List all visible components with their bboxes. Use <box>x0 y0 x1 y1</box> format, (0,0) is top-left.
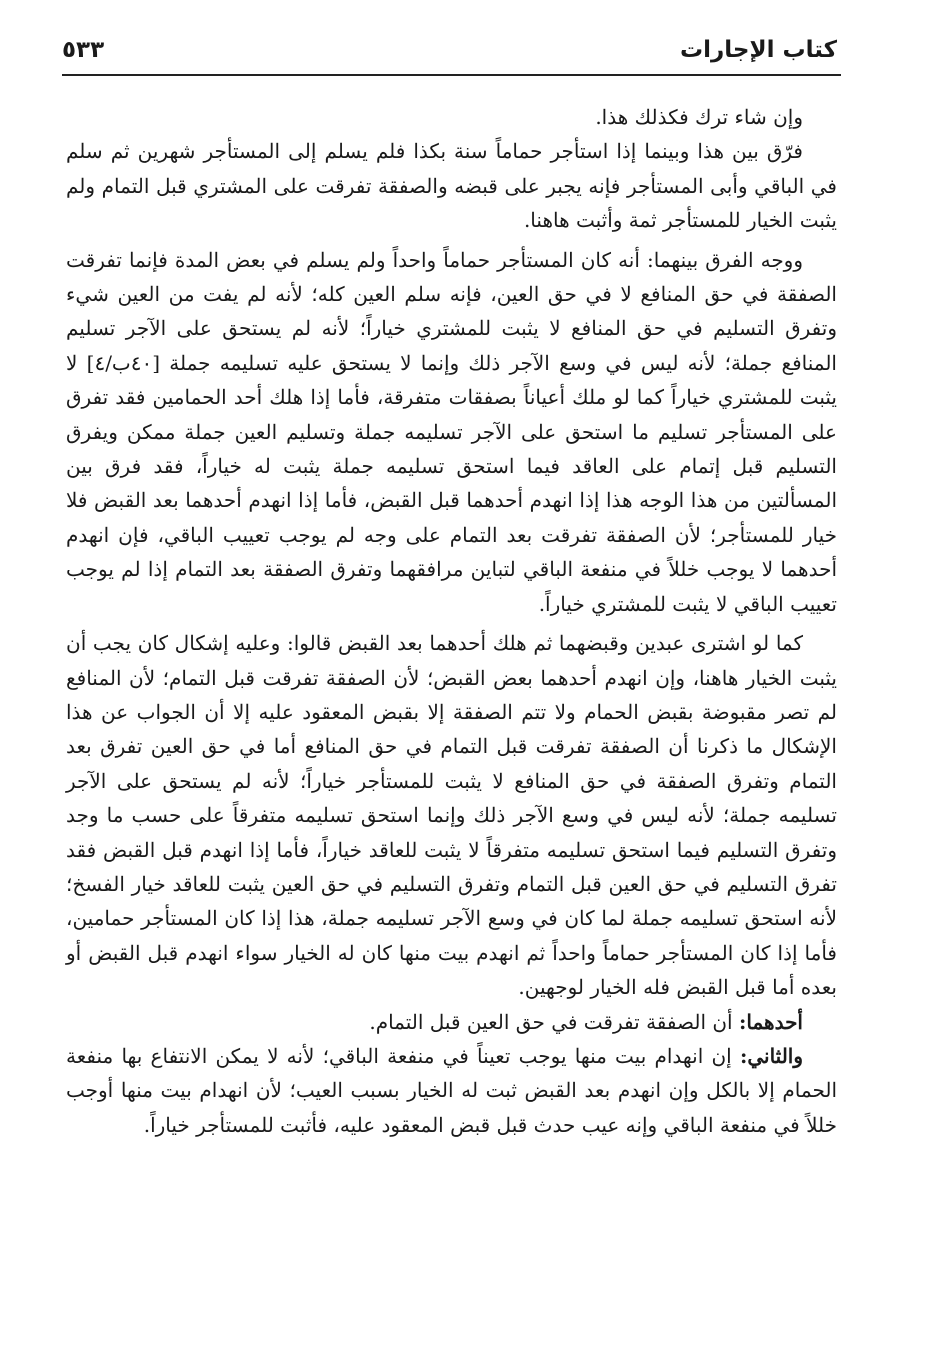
paragraph-3: ووجه الفرق بينهما: أنه كان المستأجر حماماً واحداً ولم يسلم في بعض المدة فإنما تفرقت الصفقة في حق المنافع لا في حق العين، فإنه سلم العين كله؛ لأنه لم يفت من العين شيء وتفرق التسليم في حق المنافع لا يثبت للمشتري خياراً؛ لأنه لم يستحق على الآجر تسليم المنافع جملة؛ لأنه ليس في وسع الآجر ذلك وإنما لا يستحق عليه تسليمه جملة [٤٠ب/٤] لا يثبت للمشتري خياراً كما لو ملك أعياناً بصفقات متفرقة، فأما إذا هلك أحد الحمامين فقد تفرق على المستأجر تسليم ما استحق على الآجر تسليمه جملة وتسليم العين جملة ممكن ويفرق التسليم قبل إتمام على العاقد فيما استحق تسليمه جملة يثبت له خياراً، فقد فرق بين المسألتين من هذا الوجه هذا إذا انهدم أحدهما قبل القبض، فأما إذا انهدم أحدهما بعد القبض فلا خيار للمستأجر؛ لأن الصفقة تفرقت بعد التمام على وجه لم يوجب تعييب الباقي، فإن انهدم أحدهما لا يوجب خللاً في منفعة الباقي لتباين مرافقهما وتفرق الصفقة بعد التمام إذا لم يوجب تعييب الباقي لا يثبت للمشتري خياراً. <box>66 247 837 616</box>
paragraph-5 <box>66 1005 837 1039</box>
point-text-second: إن انهدام بيت منها يوجب تعيناً في منفعة الباقي؛ لأنه لا يمكن الانتفاع بها منفعة الحمام إلا بالكل وإن انهدم بعد القبض ثبت له الخيار بسبب العيب؛ لأن انهدام بيت منها أوجب خللاً في منفعة الباقي وإنه عيب حدث قبل قبض المعقود عليه، فأثبت للمستأجر خياراً. <box>66 1043 837 1137</box>
body-text <box>66 100 837 1142</box>
paragraph-1: وإن شاء ترك فكذلك هذا. <box>595 105 803 129</box>
point-text-first: أن الصفقة تفرقت في حق العين قبل التمام. <box>369 1009 733 1034</box>
paragraph-2: فرّق بين هذا وبينما إذا استأجر حماماً سنة بكذا فلم يسلم إلى المستأجر شهرين ثم سلم في الباقي وأبى المستأجر فإنه يجبر على قبضه والصفقة تفرقت على المشتري قبل التمام ولم يثبت الخيار للمستأجر ثمة وأثبت هاهنا. <box>66 139 837 233</box>
paragraph-6 <box>66 1039 837 1142</box>
point-label-second: والثاني: <box>739 1043 804 1068</box>
running-title: كتاب الإجارات <box>680 37 837 63</box>
paragraph-4: كما لو اشترى عبدين وقبضهما ثم هلك أحدهما بعد القبض قالوا: وعليه إشكال كان يجب أن يثبت الخيار هاهنا، وإن انهدم أحدهما بعض القبض؛ لأن الصفقة تفرقت قبل التمام؛ لأن المنافع لم تصر مقبوضة بقبض الحمام ولا تتم الصفقة إلا بقبض المعقود عليه إلا أن الجواب عن هذا الإشكال ما ذكرنا أن الصفقة تفرقت قبل التمام في حق المنافع أما في حق العين تفرق بعد التمام وتفرق الصفقة في حق المنافع لا يثبت للمستأجر خياراً؛ لأنه لم يستحق على الآجر تسليمه جملة؛ لأنه ليس في وسع الآجر ذلك وإنما استحق تسليمه متفرقاً على حسب ما وجد وتفرق التسليم فيما استحق تسليمه متفرقاً لا يثبت للعاقد خياراً، فأما إذا انهدم قبل القبض فقد تفرق التسليم في حق العين قبل التمام وتفرق التسليم في حق العين يثبت للعاقد خيار الفسخ؛ لأنه استحق تسليمه جملة لما كان في وسع الآجر تسليمه جملة، هذا إذا كان المستأجر حمامين، فأما إذا كان المستأجر حماماً واحداً ثم انهدم بيت منها كان له الخيار سواء انهدم قبل القبض أو بعده أما قبل القبض فله الخيار لوجهين. <box>66 631 838 1000</box>
page-header <box>62 28 837 72</box>
page-number: ٥٣٣ <box>62 37 105 63</box>
header-divider <box>62 74 841 76</box>
point-label-first: أحدهما: <box>738 1009 803 1034</box>
